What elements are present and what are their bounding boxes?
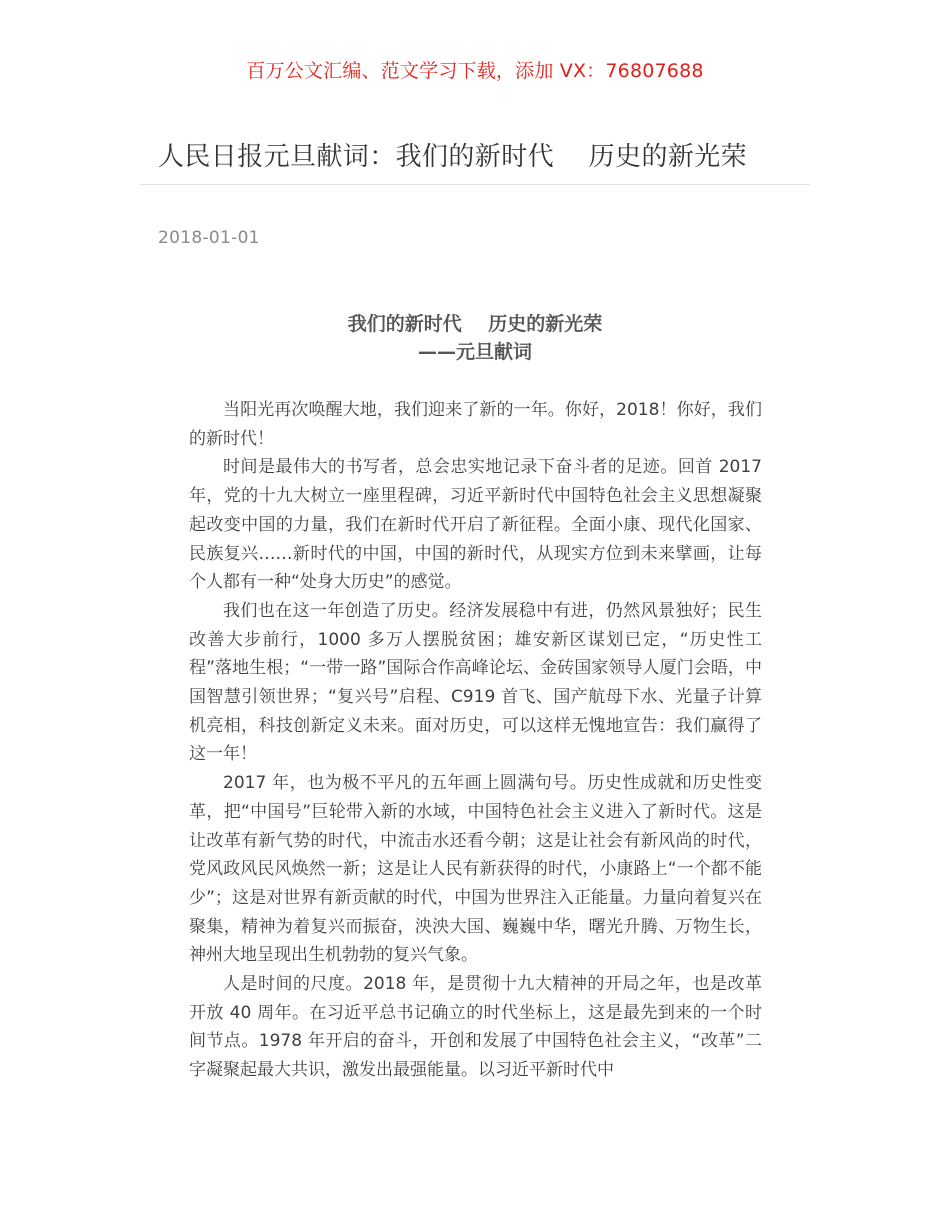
article-headline: [190, 310, 760, 366]
headline-main: 我们的新时代 历史的新光荣: [347, 313, 603, 335]
article-body: [189, 396, 762, 1085]
paragraph: 当阳光再次唤醒大地，我们迎来了新的一年。你好，2018！你好，我们的新时代！: [189, 400, 762, 449]
paragraph: 人是时间的尺度。2018 年，是贯彻十九大精神的开局之年，也是改革开放 40 周年。在习近平总书记确立的时代坐标上，这是最先到来的一个时间节点。1978 年开启的奋斗，开创和发展了中国特色社会主义，“改革”二字凝聚起最大共识，激发出最强能量。以习近平新时代中: [189, 974, 762, 1081]
promo-banner: 百万公文汇编、范文学习下载，添加 VX：76807688: [246, 60, 704, 82]
headline-subtitle: ——元旦献词: [417, 341, 532, 363]
paragraph: 2017 年，也为极不平凡的五年画上圆满句号。历史性成就和历史性变革，把“中国号”巨轮带入新的水域，中国特色社会主义进入了新时代。这是让改革有新气势的时代，中流击水还看今朝；这是让社会有新风尚的时代，党风政风民风焕然一新；这是让人民有新获得的时代，小康路上“一个都不能少”；这是对世界有新贡献的时代，中国为世界注入正能量。力量向着复兴在聚集，精神为着复兴而振奋，泱泱大国、巍巍中华，曙光升腾、万物生长，神州大地呈现出生机勃勃的复兴气象。: [189, 773, 762, 966]
paragraph: 时间是最伟大的书写者，总会忠实地记录下奋斗者的足迹。回首 2017 年，党的十九大树立一座里程碑，习近平新时代中国特色社会主义思想凝聚起改变中国的力量，我们在新时代开启了新征程。全面小康、现代化国家、民族复兴……新时代的中国，中国的新时代，从现实方位到未来擘画，让每个人都有一种“处身大历史”的感觉。: [189, 457, 762, 593]
article-title: 人民日报元旦献词：我们的新时代 历史的新光荣: [158, 142, 748, 172]
paragraph: 我们也在这一年创造了历史。经济发展稳中有进，仍然风景独好；民生改善大步前行，1000 多万人摆脱贫困；雄安新区谋划已定，“历史性工程”落地生根；“一带一路”国际合作高峰论坛、金砖国家领导人厦门会晤，中国智慧引领世界；“复兴号”启程、C919 首飞、国产航母下水、光量子计算机亮相，科技创新定义未来。面对历史，可以这样无愧地宣告：我们赢得了这一年！: [189, 600, 762, 765]
publish-date: 2018-01-01: [158, 228, 260, 248]
title-divider: [140, 184, 810, 185]
